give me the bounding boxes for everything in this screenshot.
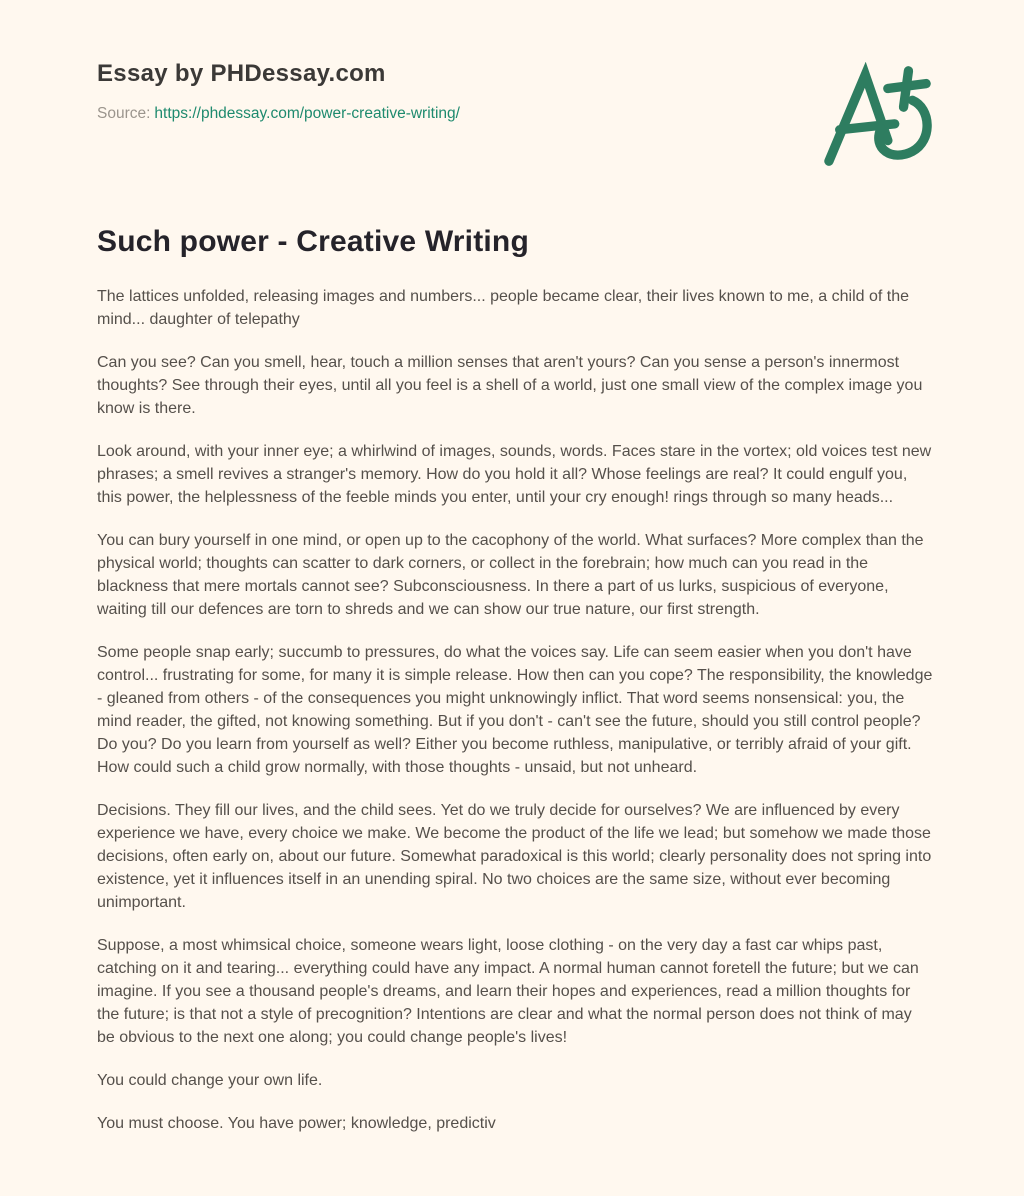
essay-article	[97, 225, 932, 1135]
source-link[interactable]: https://phdessay.com/power-creative-writing/	[154, 105, 460, 122]
essay-paragraph: You must choose. You have power; knowledge, predictiv	[97, 1115, 496, 1132]
essay-paragraph: Suppose, a most whimsical choice, someone wears light, loose clothing - on the very day a fast car whips past, catching on it and tearing... everything could have any impact. A normal human cannot foretell the future; but we can imagine. If you see a thousand people's dreams, and learn their hopes and experiences, read a million thoughts for the future; is that not a style of precognition? Intentions are clear and what the normal person does not think of may be obvious to the next one along; you could change people's lives!	[97, 937, 919, 1046]
essay-paragraph: You could change your own life.	[97, 1072, 323, 1089]
essay-paragraph: You can bury yourself in one mind, or open up to the cacophony of the world. What surfaces? More complex than the physical world; thoughts can scatter to dark corners, or collect in the forebrain; how much can you read in the blackness that mere mortals cannot see? Subconsciousness. In there a part of us lurks, suspicious of everyone, waiting till our defences are torn to shreds and we can show our true nature, our first strength.	[97, 532, 924, 618]
source-line	[97, 105, 932, 123]
page-header	[97, 60, 932, 123]
essay-paragraph: Look around, with your inner eye; a whirlwind of images, sounds, words. Faces stare in the vortex; old voices test new phrases; a smell revives a stranger's memory. How do you hold it all? Whose feelings are real? It could engulf you, this power, the helplessness of the feeble minds you enter, until your cry enough! rings through so many heads...	[97, 443, 932, 506]
essay-title: Such power - Creative Writing	[97, 225, 529, 258]
essay-paragraph: Can you see? Can you smell, hear, touch a million senses that aren't yours? Can you sense a person's innermost thoughts? See through their eyes, until all you feel is a shell of a world, just one small view of the complex image you know is there.	[97, 354, 923, 417]
essay-paragraph: Decisions. They fill our lives, and the child sees. Yet do we truly decide for ourselves? We are influenced by every experience we have, every choice we make. We become the product of the life we lead; but somehow we made those decisions, often early on, about our future. Somewhat paradoxical is this world; clearly personality does not spring into existence, yet it influences itself in an unending spiral. No two choices are the same size, without ever becoming unimportant.	[97, 802, 932, 911]
source-label: Source:	[97, 105, 151, 122]
essay-paragraph: Some people snap early; succumb to pressures, do what the voices say. Life can seem easier when you don't have control... frustrating for some, for many it is simple release. How then can you cope? The responsibility, the knowledge - gleaned from others - of the consequences you might unknowingly inflict. That word seems nonsensical: you, the mind reader, the gifted, not knowing something. But if you don't - can't see the future, should you still control people? Do you? Do you learn from yourself as well? Either you become ruthless, manipulative, or terribly afraid of your gift. How could such a child grow normally, with those thoughts - unsaid, but not unheard.	[97, 644, 933, 776]
site-title: Essay by PHDessay.com	[97, 60, 386, 87]
essay-paragraph: The lattices unfolded, releasing images and numbers... people became clear, their lives known to me, a child of the mind... daughter of telepathy	[97, 288, 910, 328]
a-plus-logo-icon	[820, 62, 938, 170]
essay-body	[97, 285, 933, 1135]
